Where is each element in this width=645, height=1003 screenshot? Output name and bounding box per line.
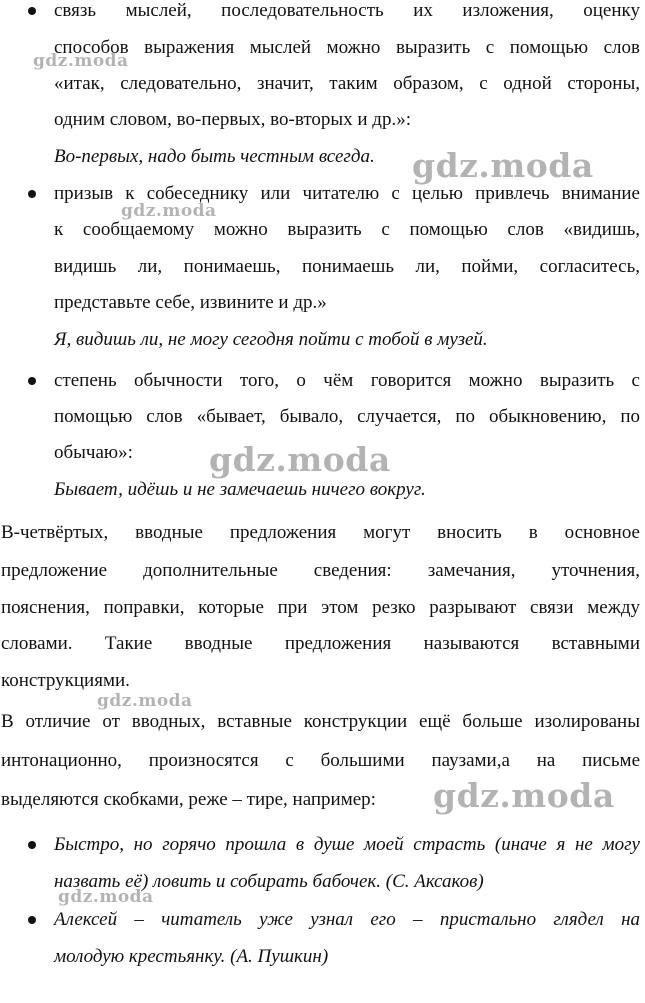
paragraph-line: пояснения, поправки, которые при этом резко разрывают связи между [1,597,640,618]
example-sentence: назвать её) ловить и собирать бабочек. (С. Аксаков) [54,871,484,892]
bullet-text-line: «итак, следовательно, значит, таким образом, с одной стороны, [54,73,640,94]
bullet-text-line: к сообщаемому можно выразить с помощью слов «видишь, [54,219,640,240]
paragraph-line: конструкциями. [1,670,130,691]
bullet-text-line: одним словом, во-первых, во-вторых и др.»: [54,109,412,130]
watermark-logo: gdz.moda [412,146,594,185]
paragraph-line: предложение дополнительные сведения: замечания, уточнения, [1,560,640,581]
example-sentence: Я, видишь ли, не могу сегодня пойти с тобой в музей. [54,329,488,350]
example-sentence: Во-первых, надо быть честным всегда. [54,146,375,167]
watermark-logo: gdz.moda [209,440,391,479]
bullet-marker [28,841,36,849]
watermark-logo: gdz.moda [58,887,154,907]
example-sentence: Быстро, но горячо прошла в душе моей страсть (иначе я не могу [54,834,640,855]
bullet-marker [28,377,36,385]
watermark-logo: gdz.moda [121,201,217,221]
bullet-text-line: помощью слов «бывает, бывало, случается, по обыкновению, по [54,406,640,427]
paragraph-line: выделяются скобками, реже – тире, например: [1,789,376,810]
watermark-logo: gdz.moda [433,776,615,815]
bullet-text-line: призыв к собеседнику или читателю с целью привлечь внимание [54,183,640,204]
watermark-logo: gdz.moda [33,51,129,71]
bullet-text-line: обычаю»: [54,442,133,463]
paragraph-line: В-четвёртых, вводные предложения могут вносить в основное [1,522,640,543]
bullet-text-line: связь мыслей, последовательность их изложения, оценку [54,0,640,21]
bullet-text-line: видишь ли, понимаешь, понимаешь ли, пойми, согласитесь, [54,256,640,277]
example-sentence: Бывает, идёшь и не замечаешь ничего вокруг. [54,479,426,500]
bullet-marker [28,7,36,15]
example-sentence: молодую крестьянку. (А. Пушкин) [54,946,329,967]
bullet-text-line: степень обычности того, о чём говорится можно выразить с [54,370,640,391]
paragraph-line: словами. Такие вводные предложения называются вставными [1,633,640,654]
bullet-marker [28,916,36,924]
bullet-text-line: способов выражения мыслей можно выразить с помощью слов [54,37,640,58]
example-sentence: Алексей – читатель уже узнал его – пристально глядел на [54,909,640,930]
bullet-marker [28,190,36,198]
paragraph-line: интонационно, произносятся с большими паузами,а на письме [1,750,640,771]
bullet-text-line: представьте себе, извините и др.» [54,292,327,313]
watermark-logo: gdz.moda [97,691,193,711]
paragraph-line: В отличие от вводных, вставные конструкции ещё больше изолированы [1,711,640,732]
